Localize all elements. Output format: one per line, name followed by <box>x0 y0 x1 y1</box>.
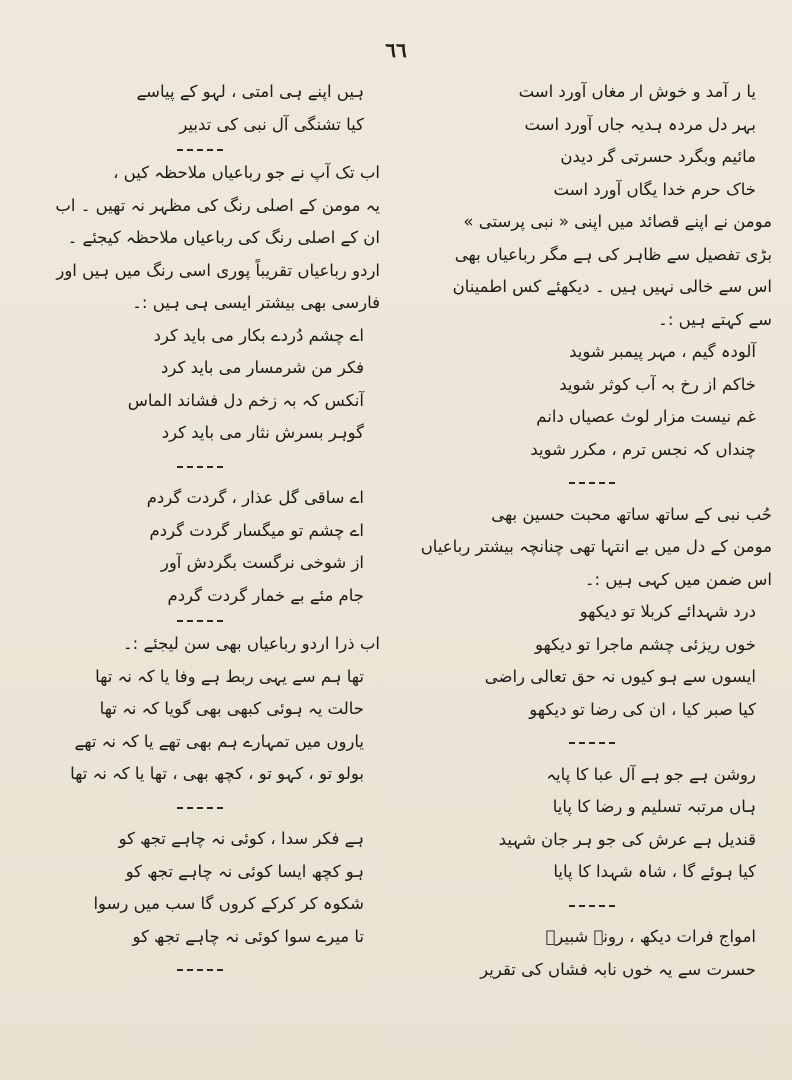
verse-line: ہو کچھ ایسا کوئی نہ چاہے تجھ کو <box>125 861 364 881</box>
prose-line: بڑی تفصیل سے ظاہر کی ہے مگر رباعیاں بھی <box>454 244 772 264</box>
verse-line: خوں ریزئی چشم ماجرا تو دیکھو <box>534 634 756 654</box>
verse-line: خاکم از رخ بہ آب کوثر شوید <box>559 374 756 394</box>
separator-dash <box>569 905 615 907</box>
verse-line: از شوخی نرگست بگردش آور <box>160 553 364 572</box>
verse-line: حالت یہ ہوئی کبھی بھی گویا کہ نہ تھا <box>99 699 364 718</box>
section-separator <box>20 450 380 483</box>
section-separator <box>20 141 380 157</box>
verse-line: آلودہ گیم ، مہر پیمبر شوید <box>569 342 756 361</box>
verse-line: خاک حرم خدا یگاں آورد است <box>553 179 756 199</box>
section-separator <box>20 791 380 824</box>
verse-line: بولو تو ، کہو تو ، کچھ بھی ، تھا یا کہ نہ تھا <box>70 764 364 783</box>
verse-line: بہر دل مردہ ہدیہ جاں آورد است <box>524 114 756 134</box>
prose-line: حُب نبی کے ساتھ ساتھ محبت حسین بھی <box>491 504 772 524</box>
verse-line: چنداں کہ نجس ترم ، مکرر شوید <box>530 439 756 459</box>
separator-dash <box>177 969 223 971</box>
verse-line: قندیل ہے عرش کی جو ہر جان شہید <box>498 829 756 849</box>
verse-line: ہے فکر سدا ، کوئی نہ چاہے تجھ کو <box>118 829 364 848</box>
section-separator <box>412 466 772 499</box>
prose-line: اس سے خالی نہیں ہیں ۔ دیکھئے کس اطمینان <box>452 277 772 296</box>
verse-line: روشن ہے جو ہے آل عبا کا پایہ <box>546 764 756 784</box>
verse-line: تا میرے سوا کوئی نہ چاہے تجھ کو <box>132 926 364 946</box>
separator-dash <box>177 466 223 468</box>
right-column <box>412 76 772 986</box>
verse-line: ہیں اپنے ہی امتی ، لہو کے پیاسے <box>136 82 364 101</box>
section-separator <box>20 612 380 628</box>
prose-line: اب ذرا اردو رباعیاں بھی سن لیجئے :۔ <box>122 634 380 653</box>
prose-line: ان کے اصلی رنگ کی رباعیاں ملاحظہ کیجئے ۔ <box>67 228 380 247</box>
verse-line: امواج فرات دیکھ ، رونے شبیرؑ <box>545 927 756 946</box>
verse-line: تھا ہم سے یہی ربط ہے وفا یا کہ نہ تھا <box>95 666 364 686</box>
prose-line: اب تک آپ نے جو رباعیاں ملاحظہ کیں ، <box>113 163 380 182</box>
verse-line: ایسوں سے ہو کیوں نہ حق تعالی راضی <box>484 667 756 686</box>
verse-line: کیا تشنگی آل نبی کی تدبیر <box>179 114 364 134</box>
separator-dash <box>569 742 615 744</box>
prose-line: فارسی بھی بیشتر ایسی ہی ہیں :۔ <box>132 293 380 312</box>
verse-line: آنکس کہ بہ زخم دل فشاند الماس <box>127 390 364 410</box>
verse-line: مائیم وبگرد حسرتی گر دیدن <box>560 147 756 166</box>
separator-dash <box>177 149 223 151</box>
separator-dash <box>177 620 223 622</box>
verse-line: کیا صبر کیا ، ان کی رضا تو دیکھو <box>529 699 756 719</box>
separator-dash <box>569 482 615 484</box>
verse-line: اے چشم دُردے بکار می باید کرد <box>153 325 364 345</box>
verse-line: فکر من شرمسار می باید کرد <box>161 358 364 377</box>
prose-line: مومن کے دل میں بے انتہا تھی چنانچہ بیشتر رباعیاں <box>420 537 772 556</box>
prose-line: مومن نے اپنے قصائد میں اپنی « نبی پرستی » <box>463 212 772 231</box>
prose-line: اردو رباعیاں تقریباً پوری اسی رنگ میں ہیں اور <box>56 260 380 280</box>
section-separator <box>412 726 772 759</box>
verse-line: درد شہدائے کربلا تو دیکھو <box>579 602 756 621</box>
section-separator <box>20 953 380 986</box>
verse-line: جام مئے بے خمار گردت گردم <box>167 585 364 605</box>
prose-line: اس ضمن میں کہی ہیں :۔ <box>584 569 772 589</box>
verse-line: شکوہ کر کرکے کروں گا سب میں رسوا <box>93 894 364 913</box>
verse-line: حسرت سے یہ خوں نابہ فشاں کی تقریر <box>480 959 756 979</box>
verse-line: کیا ہوئے گا ، شاہ شہدا کا پایا <box>553 862 756 881</box>
verse-line: یاروں میں تمہارے ہم بھی تھے یا کہ نہ تھے <box>74 731 364 751</box>
section-separator <box>412 889 772 922</box>
verse-line: ہاں مرتبہ تسلیم و رضا کا پایا <box>552 797 756 816</box>
left-column <box>20 76 380 986</box>
verse-line: غم نیست مزار لوث عصیاں دانم <box>536 407 756 426</box>
prose-line: یہ مومن کے اصلی رنگ کی مظہر نہ تھیں ۔ اب <box>55 195 380 215</box>
separator-dash <box>177 807 223 809</box>
verse-line: اے چشم تو میگسار گردت گردم <box>149 520 364 540</box>
verse-line: یا ر آمد و خوش ار مغاں آورد است <box>518 82 756 101</box>
verse-line: گوہر بسرش نثار می باید کرد <box>161 423 364 442</box>
verse-line: اے ساقی گل عذار ، گردت گردم <box>146 488 364 507</box>
prose-line: سے کہتے ہیں :۔ <box>658 309 772 329</box>
page-number: ٦٦ <box>385 38 407 62</box>
